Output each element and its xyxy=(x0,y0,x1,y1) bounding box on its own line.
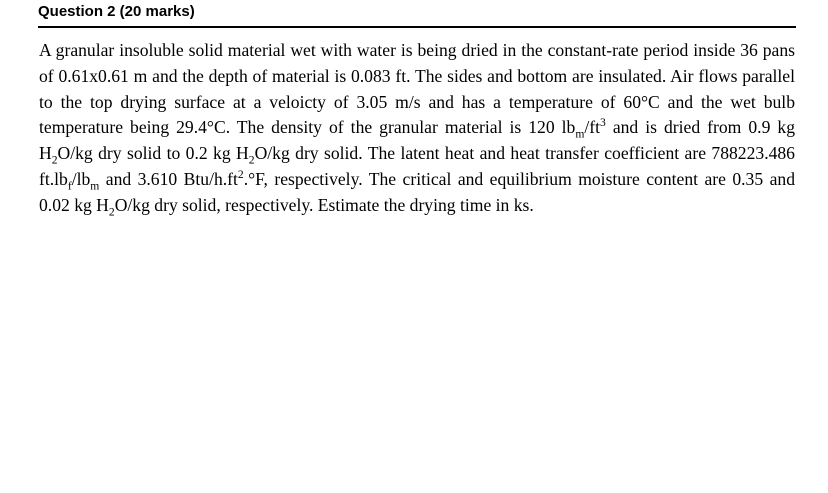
question-text-part: O/kg dry solid to 0.2 kg H xyxy=(57,143,249,164)
question-title: Question 2 (20 marks) xyxy=(38,3,195,20)
question-text-part: O/kg dry solid, respectively. Estimate the drying time in ks. xyxy=(114,194,534,215)
superscript-3: 3 xyxy=(600,116,606,130)
question-text-part: .°F, respectively. The critical and equilibrium moisture content are 0.35 and 0.02 kg H xyxy=(39,168,795,215)
question-header xyxy=(38,2,796,28)
question-text xyxy=(39,38,795,219)
subscript-m: m xyxy=(90,179,100,193)
subscript-2: 2 xyxy=(108,205,115,219)
subscript-f: f xyxy=(67,179,72,193)
question-text-part: and is dried from 0.9 kg H xyxy=(39,117,795,164)
question-text-part: O/kg dry solid. The latent heat and heat transfer coefficient are 788223.486 ft.lb xyxy=(39,143,795,189)
question-text-part: A granular insoluble solid material wet with water is being dried in the constant-rate period inside 36 pans of 0.61x0.61 m and the depth of material is 0.083 ft. The sides and bottom are insulated. Air flows parallel to the top drying surface at a veloicty of 3.05 m/s and has a temperature of 60°C and the wet bulb temperature being 29.4°C. The density of the granular material is 120 lb xyxy=(39,40,795,138)
question-text-part: /lb xyxy=(71,168,91,189)
question-text-part: /ft xyxy=(584,117,600,138)
subscript-m: m xyxy=(575,127,585,141)
subscript-2: 2 xyxy=(248,153,255,167)
subscript-2: 2 xyxy=(51,153,58,167)
superscript-2: 2 xyxy=(237,168,244,182)
question-text-part: and 3.610 Btu/h.ft xyxy=(99,168,238,189)
